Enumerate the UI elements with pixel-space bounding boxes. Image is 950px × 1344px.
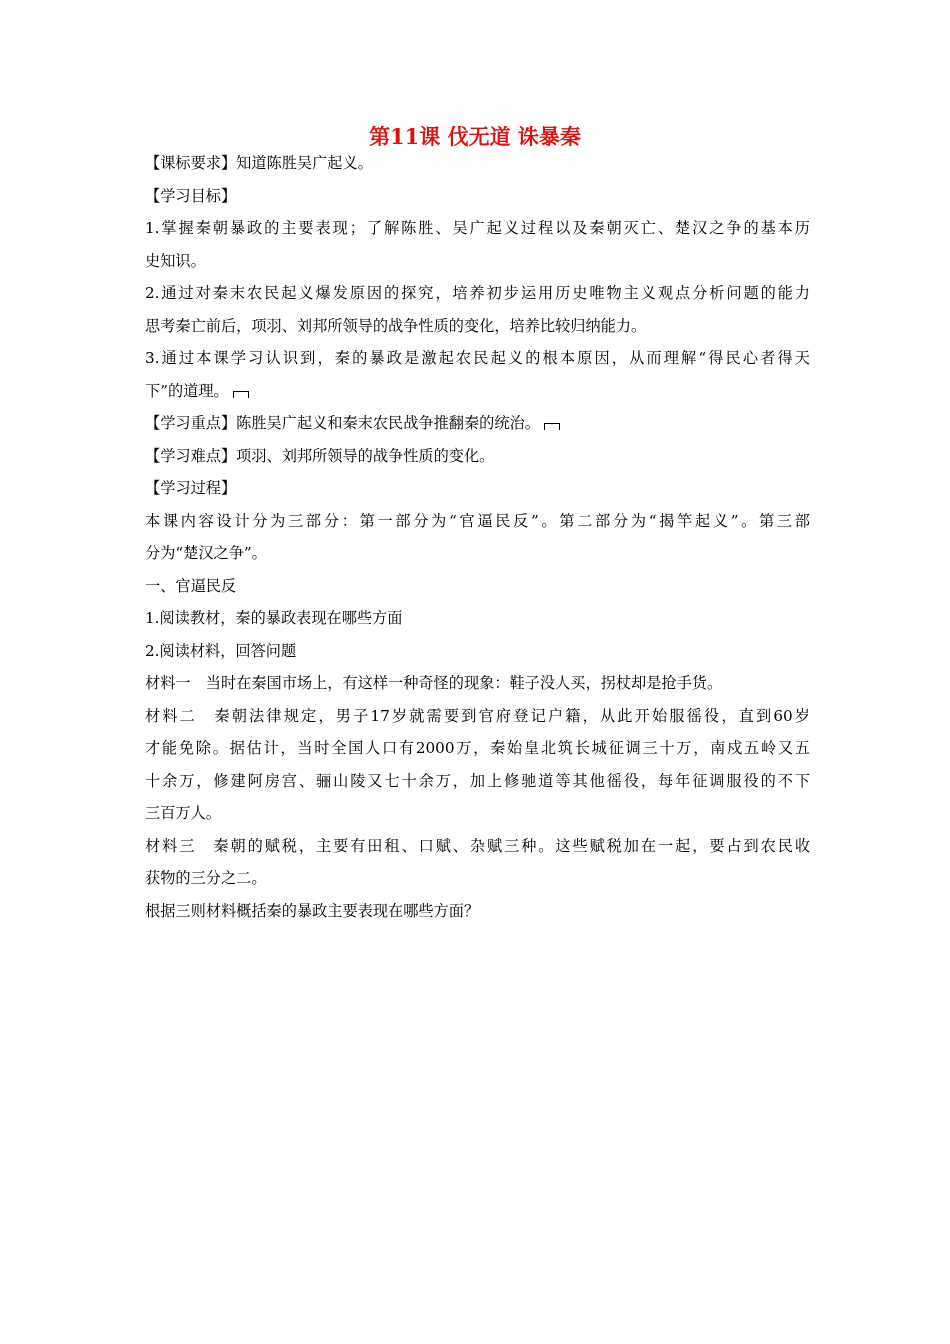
text-line xyxy=(145,472,810,505)
line-text: 1.掌握秦朝暴政的主要表现；了解陈胜、吴广起义过程以及秦朝灭亡、楚汉之争的基本历 xyxy=(145,219,810,237)
text-line xyxy=(145,635,810,668)
line-text: 【课标要求】知道陈胜吴广起义。 xyxy=(145,154,373,172)
text-line xyxy=(145,375,810,408)
text-line xyxy=(145,830,810,863)
line-text: 2.阅读材料，回答问题 xyxy=(145,641,297,660)
text-line xyxy=(145,505,810,538)
line-text: 思考秦亡前后，项羽、刘邦所领导的战争性质的变化，培养比较归纳能力。 xyxy=(145,316,647,335)
line-text: 才能免除。据估计，当时全国人口有2000万，秦始皇北筑长城征调三十万，南戍五岭又五 xyxy=(145,739,810,757)
line-text: 【学习难点】项羽、刘邦所领导的战争性质的变化。 xyxy=(145,446,495,465)
line-text: 【学习目标】 xyxy=(145,186,237,205)
line-text: 三百万人。 xyxy=(145,804,221,822)
text-line xyxy=(145,245,810,278)
bracket-mark-icon xyxy=(233,391,249,398)
text-line xyxy=(145,147,810,180)
line-text: 分为“楚汉之争”。 xyxy=(145,544,267,562)
text-line xyxy=(145,342,810,375)
text-line xyxy=(145,862,810,895)
text-line xyxy=(145,310,810,343)
line-text: 史知识。 xyxy=(145,251,206,270)
text-line xyxy=(145,277,810,310)
line-text: 【学习过程】 xyxy=(145,479,237,497)
text-line xyxy=(145,602,810,635)
line-text: 获物的三分之二。 xyxy=(145,869,267,887)
line-text: 一、官逼民反 xyxy=(145,576,237,595)
text-line xyxy=(145,667,810,700)
line-text: 材料二 秦朝法律规定，男子17岁就需要到官府登记户籍，从此开始服徭役，直到60岁 xyxy=(145,706,810,725)
text-line xyxy=(145,440,810,473)
line-text: 下”的道理。 xyxy=(145,381,229,400)
line-text: 1.阅读教材，秦的暴政表现在哪些方面 xyxy=(145,609,403,627)
line-text: 根据三则材料概括秦的暴政主要表现在哪些方面？ xyxy=(145,901,480,920)
line-text: 本课内容设计分为三部分：第一部分为“官逼民反”。第二部分为“揭竿起义”。第三部 xyxy=(145,511,810,530)
text-line xyxy=(145,895,810,928)
line-text: 【学习重点】陈胜吴广起义和秦末农民战争推翻秦的统治。 xyxy=(145,414,540,432)
line-text: 十余万，修建阿房宫、骊山陵又七十余万，加上修驰道等其他徭役，每年征调服役的不下 xyxy=(145,771,810,790)
lesson-content xyxy=(145,147,810,927)
lesson-title: 第11课 伐无道 诛暴秦 xyxy=(369,124,581,149)
text-line xyxy=(145,570,810,603)
text-line xyxy=(145,180,810,213)
text-line xyxy=(145,732,810,765)
bracket-mark-icon xyxy=(544,423,560,430)
text-line xyxy=(145,407,810,440)
line-text: 3.通过本课学习认识到，秦的暴政是激起农民起义的根本原因，从而理解“得民心者得天 xyxy=(145,349,810,367)
text-line xyxy=(145,797,810,830)
text-line xyxy=(145,212,810,245)
text-line xyxy=(145,537,810,570)
line-text: 材料一 当时在秦国市场上，有这样一种奇怪的现象：鞋子没人买，拐杖却是抢手货。 xyxy=(145,674,723,692)
line-text: 材料三 秦朝的赋税，主要有田租、口赋、杂赋三种。这些赋税加在一起，要占到农民收 xyxy=(145,836,810,855)
text-line xyxy=(145,765,810,798)
text-line xyxy=(145,700,810,733)
line-text: 2.通过对秦末农民起义爆发原因的探究，培养初步运用历史唯物主义观点分析问题的能力 xyxy=(145,284,810,302)
